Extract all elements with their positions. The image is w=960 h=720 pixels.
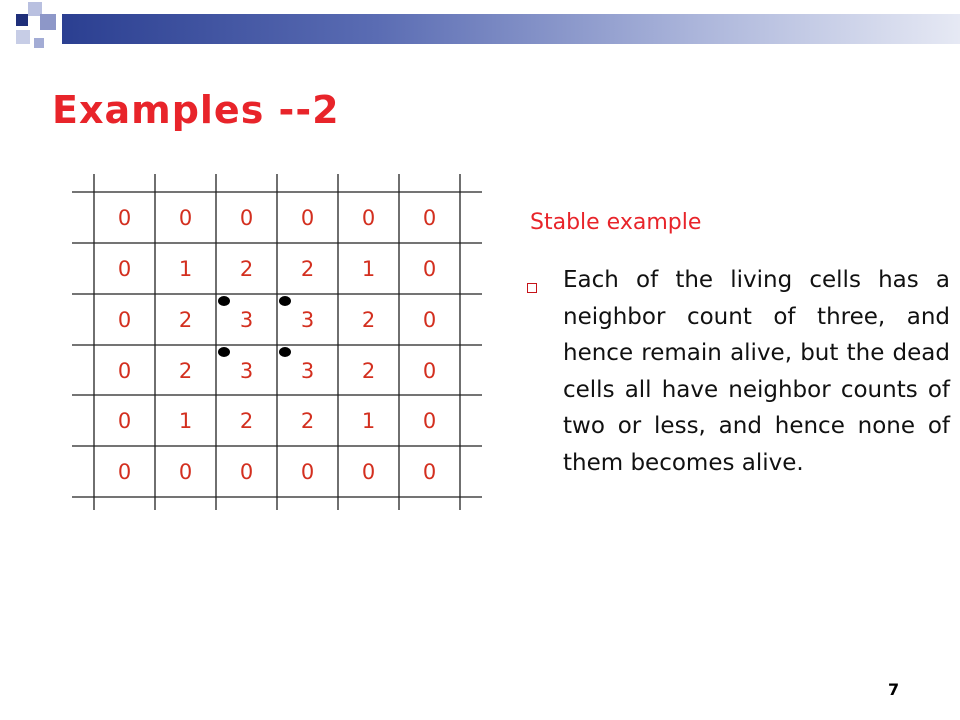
grid-cell-value: 0 xyxy=(422,256,437,281)
grid-cell-value: 0 xyxy=(117,358,132,383)
grid-cell-value: 1 xyxy=(178,408,193,433)
header-square-mid xyxy=(40,14,56,30)
grid-cell-value: 0 xyxy=(117,307,132,332)
grid-cell-value: 0 xyxy=(117,459,132,484)
grid-cell-value: 2 xyxy=(178,307,193,332)
grid-cell-value: 0 xyxy=(117,408,132,433)
header-square-small xyxy=(34,38,44,48)
grid-cell-value: 2 xyxy=(300,256,315,281)
grid-cell-value: 2 xyxy=(361,358,376,383)
grid-cell-value: 0 xyxy=(422,408,437,433)
grid-cell-value: 0 xyxy=(422,205,437,230)
grid-cell-value: 0 xyxy=(300,205,315,230)
grid-cell-value: 2 xyxy=(178,358,193,383)
live-cell-dot xyxy=(279,347,291,357)
grid-cell-value: 0 xyxy=(239,459,254,484)
grid-cell-value: 0 xyxy=(117,205,132,230)
live-cell-dot xyxy=(218,296,230,306)
grid-cell-value: 1 xyxy=(361,256,376,281)
grid-cell-value: 0 xyxy=(361,205,376,230)
header-square-navy xyxy=(16,14,28,26)
grid-cell-value: 3 xyxy=(239,358,254,383)
slide-subtitle: Stable example xyxy=(530,210,702,235)
grid-cell-value: 0 xyxy=(178,205,193,230)
grid-cell-value: 2 xyxy=(300,408,315,433)
grid-cell-value: 1 xyxy=(178,256,193,281)
grid-cell-value: 0 xyxy=(361,459,376,484)
grid-cell-value: 2 xyxy=(361,307,376,332)
grid-cell-value: 1 xyxy=(361,408,376,433)
live-cell-dot xyxy=(218,347,230,357)
neighbor-count-grid xyxy=(72,174,492,510)
header-gradient-bar xyxy=(62,14,960,44)
grid-cell-value: 0 xyxy=(300,459,315,484)
live-cell-dot xyxy=(279,296,291,306)
page-number: 7 xyxy=(888,680,900,699)
grid-cell-value: 3 xyxy=(300,358,315,383)
grid-cell-value: 2 xyxy=(239,408,254,433)
grid-cell-value: 3 xyxy=(239,307,254,332)
slide-title: Examples --2 xyxy=(52,88,340,132)
grid-cell-value: 0 xyxy=(422,307,437,332)
bullet-text: Each of the living cells has a neighbor count of three, and hence remain alive, but the dead cells all have neighbor counts of two or less, and hence none of them becomes alive. xyxy=(563,267,950,476)
grid-cell-value: 2 xyxy=(239,256,254,281)
grid-cell-value: 3 xyxy=(300,307,315,332)
bullet-square-icon xyxy=(527,283,537,293)
grid-cell-value: 0 xyxy=(117,256,132,281)
grid-cell-value: 0 xyxy=(422,459,437,484)
grid-cell-value: 0 xyxy=(422,358,437,383)
grid-cell-value: 0 xyxy=(239,205,254,230)
grid-cell-value: 0 xyxy=(178,459,193,484)
header-square-pale xyxy=(16,30,30,44)
